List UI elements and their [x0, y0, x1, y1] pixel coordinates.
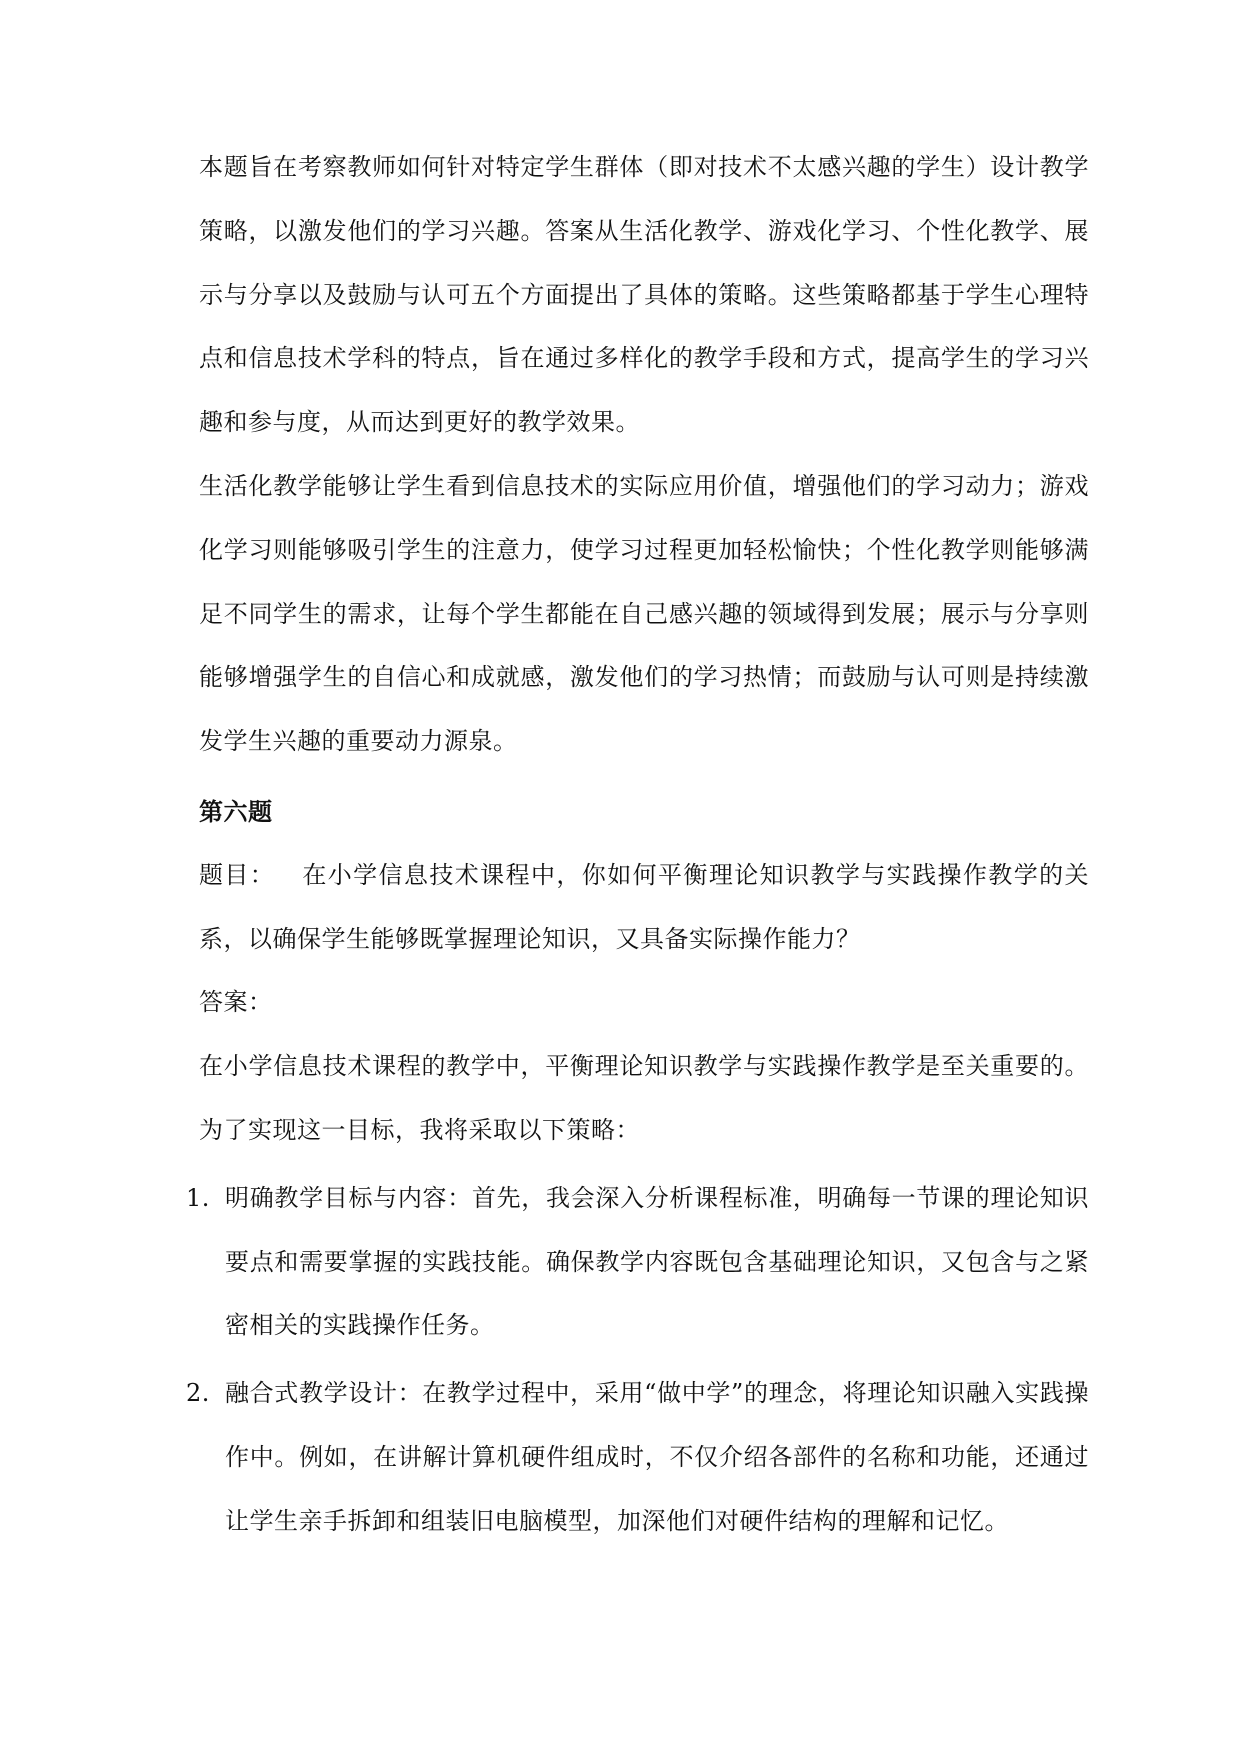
document-body — [186, 136, 1090, 1554]
strategy-text: ：在教学过程中，采用“做中学”的理念，将理论知识融入实践操作中。例如，在讲解计算机硬件组成时，不仅介绍各部件的名称和功能，还通过让学生亲手拆卸和组装旧电脑模型，加深他们对硬件结构的理解和记忆。 — [225, 1379, 1089, 1535]
strategy-item — [186, 1167, 1090, 1358]
strategy-number: 2. — [186, 1379, 210, 1408]
strategy-list — [186, 1167, 1090, 1554]
answer-label: 答案： — [199, 988, 273, 1017]
question-text: 在小学信息技术课程中，你如何平衡理论知识教学与实践操作教学的关系，以确保学生能够既掌握理论知识，又具备实际操作能力？ — [199, 860, 1090, 953]
strategy-text: ：首先，我会深入分析课程标准，明确每一节课的理论知识要点和需要掌握的实践技能。确保教学内容既包含基础理论知识，又包含与之紧密相关的实践操作任务。 — [225, 1183, 1090, 1340]
strategy-title: 融合式教学设计 — [225, 1379, 398, 1408]
analysis-paragraph: 生活化教学能够让学生看到信息技术的实际应用价值，增强他们的学习动力；游戏化学习则能够吸引学生的注意力，使学习过程更加轻松愉快；个性化教学则能够满足不同学生的需求，让每个学生都能在自己感兴趣的领域得到发展；展示与分享则能够增强学生的自信心和成就感，激发他们的学习热情；而鼓励与认可则是持续激发学生兴趣的重要动力源泉。 — [199, 471, 1089, 756]
answer-intro: 在小学信息技术课程的教学中，平衡理论知识教学与实践操作教学是至关重要的。为了实现这一目标，我将采取以下策略： — [199, 1052, 1089, 1144]
question — [199, 844, 1089, 972]
section-heading: 第六题 — [199, 796, 273, 826]
analysis-paragraph: 本题旨在考察教师如何针对特定学生群体（即对技术不太感兴趣的学生）设计教学策略，以激发他们的学习兴趣。答案从生活化教学、游戏化学习、个性化教学、展示与分享以及鼓励与认可五个方面提出了具体的策略。这些策略都基于学生心理特点和信息技术学科的特点，旨在通过多样化的教学手段和方式，提高学生的学习兴趣和参与度，从而达到更好的教学效果。 — [199, 153, 1089, 437]
question-label: 题目： — [199, 860, 276, 889]
strategy-title: 明确教学目标与内容 — [225, 1183, 448, 1212]
strategy-item — [186, 1362, 1089, 1553]
strategy-number: 1. — [186, 1183, 210, 1212]
